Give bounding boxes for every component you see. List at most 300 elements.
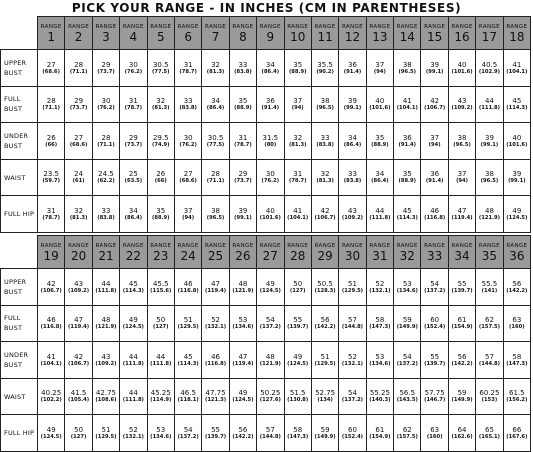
header-corner	[1, 236, 38, 269]
cm-value: (91.4)	[261, 105, 280, 112]
inch-value: 49	[46, 425, 56, 434]
inch-value: 54	[430, 279, 440, 288]
cm-value: (106.7)	[68, 360, 90, 367]
range-word: RANGE	[150, 23, 172, 30]
measurement-cell	[476, 342, 503, 379]
cm-value: (99.1)	[234, 214, 252, 221]
measurement-cell	[257, 269, 284, 306]
inch-value: 52.75	[315, 389, 336, 398]
cm-value: (83.8)	[234, 68, 252, 75]
cm-value: (142.2)	[232, 433, 254, 440]
measurement-cell	[421, 378, 448, 415]
cm-value: (73.7)	[97, 68, 115, 75]
cm-value: (124.5)	[259, 287, 281, 294]
measurement-cell	[311, 415, 338, 452]
cm-value: (156.2)	[506, 397, 528, 404]
cm-value: (78.7)	[288, 178, 307, 185]
measurement-cell	[92, 159, 119, 196]
inch-value: 42	[430, 97, 440, 106]
range-number: 21	[98, 248, 114, 263]
range-number: 12	[344, 29, 361, 44]
table-row	[1, 342, 531, 379]
range-word: RANGE	[177, 23, 199, 30]
range-word: RANGE	[40, 242, 62, 249]
inch-value: 25	[128, 170, 138, 179]
measurement-cell	[38, 269, 65, 306]
range-word: RANGE	[122, 23, 144, 30]
range-word: RANGE	[314, 23, 336, 30]
inch-value: 43	[457, 97, 467, 106]
inch-value: 39	[512, 170, 522, 179]
measurement-cell	[92, 50, 119, 87]
cm-value: (66)	[154, 178, 167, 185]
measurement-cell	[421, 305, 448, 342]
table-row	[1, 86, 531, 123]
cm-value: (128.3)	[314, 287, 336, 294]
cm-value: (149.9)	[396, 324, 418, 331]
inch-value: 60.25	[479, 389, 500, 398]
measurement-cell	[38, 86, 65, 123]
measurement-label: FULL HIP	[1, 196, 38, 233]
cm-value: (157.5)	[396, 433, 418, 440]
cm-value: (86.4)	[371, 178, 389, 185]
cm-value: (114.3)	[396, 214, 418, 221]
inch-value: 30	[183, 133, 193, 142]
cm-value: (124.5)	[287, 360, 309, 367]
table-row	[1, 415, 531, 452]
cm-value: (127)	[289, 287, 306, 294]
cm-value: (81.3)	[69, 214, 88, 221]
inch-value: 54	[348, 389, 357, 398]
header-corner	[1, 17, 38, 50]
measurement-cell	[202, 305, 229, 342]
inch-value: 28	[74, 60, 84, 69]
measurement-cell	[257, 196, 284, 233]
range-word: RANGE	[396, 242, 418, 249]
measurement-cell	[394, 342, 421, 379]
inch-value: 26	[156, 170, 166, 179]
inch-value: 29	[238, 170, 248, 179]
cm-value: (152.4)	[424, 324, 446, 331]
measurement-cell	[284, 159, 311, 196]
cm-value: (88.9)	[234, 105, 252, 112]
measurement-cell	[65, 305, 92, 342]
measurement-cell	[311, 50, 338, 87]
cm-value: (83.8)	[179, 105, 197, 112]
range-header	[92, 236, 119, 269]
inch-value: 40	[265, 206, 275, 215]
measurement-cell	[394, 378, 421, 415]
measurement-cell	[476, 196, 503, 233]
cm-value: (137.2)	[424, 287, 446, 294]
measurement-cell	[339, 50, 366, 87]
cm-value: (127.6)	[259, 397, 281, 404]
range-header	[92, 17, 119, 50]
inch-value: 54	[183, 425, 193, 434]
inch-value: 62	[484, 316, 494, 325]
measurement-cell	[366, 196, 393, 233]
cm-value: (124.5)	[506, 214, 528, 221]
page-title: PICK YOUR RANGE - IN INCHES (CM IN PARENTHESES)	[71, 1, 462, 15]
measurement-cell	[366, 378, 393, 415]
measurement-cell	[339, 342, 366, 379]
cm-value: (81.3)	[316, 178, 334, 185]
cm-value: (59.7)	[42, 178, 60, 185]
cm-value: (109.2)	[68, 287, 90, 294]
range-number: 5	[156, 29, 165, 44]
measurement-cell	[257, 123, 284, 160]
measurement-label: WAIST	[1, 378, 38, 415]
measurement-cell	[339, 196, 366, 233]
inch-value: 56	[320, 316, 330, 325]
inch-value: 43	[348, 206, 357, 215]
cm-value: (154.9)	[451, 324, 473, 331]
measurement-cell	[257, 415, 284, 452]
range-word: RANGE	[478, 23, 500, 30]
cm-value: (141)	[481, 287, 498, 294]
inch-value: 56	[512, 279, 522, 288]
inch-value: 47	[238, 352, 248, 361]
inch-value: 33	[320, 133, 330, 142]
measurement-cell	[366, 50, 393, 87]
cm-value: (116.8)	[177, 287, 199, 294]
range-word: RANGE	[205, 23, 227, 30]
inch-value: 55	[293, 316, 303, 325]
cm-value: (86.4)	[261, 68, 280, 75]
inch-value: 37	[375, 60, 385, 69]
inch-value: 39	[238, 206, 248, 215]
cm-value: (129.5)	[314, 360, 336, 367]
measurement-cell	[448, 123, 475, 160]
inch-value: 61	[457, 316, 467, 325]
inch-value: 44	[375, 206, 385, 215]
range-header	[120, 236, 147, 269]
inch-value: 29	[101, 60, 111, 69]
range-word: RANGE	[232, 242, 254, 249]
range-number: 3	[102, 29, 110, 44]
table-row	[1, 269, 531, 306]
cm-value: (139.7)	[204, 433, 227, 440]
measurement-cell	[229, 305, 256, 342]
measurement-cell	[339, 415, 366, 452]
cm-value: (165.1)	[478, 433, 501, 440]
inch-value: 35	[375, 133, 385, 142]
inch-value: 42	[320, 206, 330, 215]
measurement-cell	[65, 415, 92, 452]
measurement-cell	[366, 269, 393, 306]
measurement-cell	[120, 415, 147, 452]
range-number: 1	[47, 29, 56, 44]
measurement-cell	[202, 50, 229, 87]
cm-value: (116.8)	[204, 360, 227, 367]
measurement-cell	[339, 378, 366, 415]
range-word: RANGE	[205, 242, 227, 249]
measurement-cell	[65, 342, 92, 379]
measurement-cell	[311, 342, 338, 379]
cm-value: (137.2)	[259, 324, 281, 331]
inch-value: 36	[402, 133, 412, 142]
cm-value: (111.8)	[122, 397, 144, 404]
cm-value: (153)	[481, 397, 498, 404]
inch-value: 45.5	[152, 279, 169, 288]
range-number: 6	[184, 29, 192, 44]
cm-value: (99.1)	[343, 105, 362, 112]
cm-value: (119.4)	[232, 360, 254, 367]
measurement-cell	[65, 378, 92, 415]
measurement-cell	[448, 342, 475, 379]
measurement-cell	[394, 50, 421, 87]
range-word: RANGE	[314, 242, 336, 249]
measurement-cell	[92, 305, 119, 342]
cm-value: (154.9)	[369, 433, 391, 440]
range-number: 29	[317, 248, 333, 263]
cm-value: (94)	[182, 214, 195, 221]
cm-value: (88.9)	[371, 141, 389, 148]
inch-value: 60	[430, 316, 440, 325]
cm-value: (68.6)	[69, 141, 88, 148]
cm-value: (105.4)	[68, 397, 90, 404]
inch-value: 52	[128, 425, 138, 434]
range-header	[284, 236, 311, 269]
measurement-cell	[202, 342, 229, 379]
cm-value: (68.6)	[42, 68, 60, 75]
cm-value: (139.7)	[287, 324, 309, 331]
measurement-cell	[476, 269, 503, 306]
inch-value: 31	[293, 170, 303, 179]
inch-value: 34	[265, 60, 275, 69]
range-word: RANGE	[150, 242, 172, 249]
range-number: 20	[70, 248, 87, 263]
inch-value: 39	[484, 133, 494, 142]
inch-value: 38	[457, 133, 467, 142]
measurement-cell	[65, 86, 92, 123]
cm-value: (139.7)	[424, 360, 446, 367]
inch-value: 44	[128, 352, 138, 361]
cm-value: (132.1)	[204, 324, 227, 331]
inch-value: 56	[457, 352, 467, 361]
inch-value: 34	[211, 97, 220, 106]
measurement-cell	[448, 415, 475, 452]
inch-value: 30.5	[152, 60, 169, 69]
cm-value: (127)	[152, 324, 169, 331]
measurement-cell	[448, 86, 475, 123]
inch-value: 55.25	[369, 389, 390, 398]
cm-value: (73.7)	[69, 105, 88, 112]
cm-value: (104.1)	[396, 105, 418, 112]
cm-value: (94)	[373, 68, 386, 75]
range-word: RANGE	[506, 23, 528, 30]
range-header	[38, 17, 65, 50]
cm-value: (111.8)	[369, 214, 391, 221]
range-header	[448, 17, 475, 50]
table-row	[1, 159, 531, 196]
cm-value: (160)	[426, 433, 443, 440]
cm-value: (78.7)	[124, 105, 143, 112]
header-row	[1, 236, 531, 269]
cm-value: (99.1)	[508, 178, 526, 185]
cm-value: (129.5)	[95, 433, 117, 440]
inch-value: 36	[430, 170, 440, 179]
cm-value: (66)	[45, 141, 58, 148]
range-header	[174, 17, 201, 50]
cm-value: (83.8)	[343, 178, 362, 185]
inch-value: 35	[293, 60, 303, 69]
inch-value: 55	[457, 279, 467, 288]
cm-value: (144.8)	[341, 324, 364, 331]
range-word: RANGE	[259, 23, 281, 30]
inch-value: 43	[101, 352, 111, 361]
inch-value: 52	[375, 279, 385, 288]
measurement-cell	[38, 342, 65, 379]
measurement-cell	[92, 342, 119, 379]
inch-value: 30.5	[207, 133, 224, 142]
inch-value: 36	[265, 97, 275, 106]
inch-value: 62	[402, 425, 412, 434]
measurement-cell	[366, 86, 393, 123]
cm-value: (134)	[317, 397, 333, 404]
measurement-cell	[174, 378, 201, 415]
measurement-cell	[339, 86, 366, 123]
inch-value: 60	[348, 425, 357, 434]
measurement-label: UNDER BUST	[1, 342, 38, 379]
cm-value: (102.9)	[478, 68, 501, 75]
measurement-cell	[448, 378, 475, 415]
measurement-cell	[202, 269, 229, 306]
cm-value: (71.1)	[69, 68, 88, 75]
inch-value: 48	[238, 279, 248, 288]
cm-value: (146.7)	[424, 397, 446, 404]
measurement-cell	[229, 342, 256, 379]
inch-value: 38	[484, 170, 494, 179]
measurement-cell	[65, 269, 92, 306]
inch-value: 47	[457, 206, 467, 215]
cm-value: (118.1)	[177, 397, 199, 404]
range-number: 4	[129, 29, 138, 44]
inch-value: 46	[211, 352, 220, 361]
measurement-cell	[311, 378, 338, 415]
measurement-cell	[92, 415, 119, 452]
size-range-table-19-36	[0, 235, 531, 452]
inch-value: 51	[183, 316, 193, 325]
measurement-cell	[503, 378, 530, 415]
range-header	[448, 236, 475, 269]
measurement-cell	[366, 415, 393, 452]
measurement-cell	[174, 269, 201, 306]
range-word: RANGE	[232, 23, 254, 30]
inch-value: 52	[211, 316, 220, 325]
measurement-cell	[147, 50, 174, 87]
range-number: 7	[211, 29, 220, 44]
range-header	[503, 236, 530, 269]
range-header	[421, 236, 448, 269]
cm-value: (149.9)	[451, 397, 473, 404]
cm-value: (78.7)	[179, 68, 197, 75]
range-word: RANGE	[287, 23, 309, 30]
measurement-cell	[120, 269, 147, 306]
range-number: 13	[372, 29, 388, 44]
cm-value: (137.2)	[396, 360, 418, 367]
inch-value: 59	[320, 425, 330, 434]
inch-value: 38	[320, 97, 330, 106]
inch-value: 33	[348, 170, 357, 179]
inch-value: 24.5	[98, 170, 114, 179]
size-range-table-1-18	[0, 16, 531, 233]
measurement-cell	[38, 415, 65, 452]
inch-value: 29	[128, 133, 138, 142]
measurement-cell	[339, 305, 366, 342]
measurement-cell	[257, 342, 284, 379]
cm-value: (83.8)	[97, 214, 115, 221]
measurement-cell	[366, 342, 393, 379]
measurement-cell	[284, 305, 311, 342]
measurement-cell	[311, 86, 338, 123]
inch-value: 55.5	[481, 279, 498, 288]
range-header	[311, 17, 338, 50]
cm-value: (71.1)	[206, 178, 225, 185]
inch-value: 45	[512, 97, 522, 106]
cm-value: (104.1)	[40, 360, 62, 367]
range-header	[229, 17, 256, 50]
cm-value: (101.6)	[506, 141, 528, 148]
measurement-cell	[92, 86, 119, 123]
range-word: RANGE	[259, 242, 281, 249]
measurement-cell	[229, 415, 256, 452]
inch-value: 44	[156, 352, 166, 361]
range-header	[147, 17, 174, 50]
cm-value: (111.8)	[478, 105, 501, 112]
range-header	[147, 236, 174, 269]
inch-value: 65	[484, 425, 494, 434]
range-number: 14	[399, 29, 415, 44]
range-number: 18	[509, 29, 525, 44]
range-word: RANGE	[341, 242, 364, 249]
measurement-cell	[202, 86, 229, 123]
measurement-cell	[120, 86, 147, 123]
inch-value: 55	[430, 352, 440, 361]
cm-value: (119.4)	[68, 324, 90, 331]
cm-value: (121.9)	[478, 214, 501, 221]
cm-value: (86.4)	[124, 214, 143, 221]
cm-value: (68.6)	[179, 178, 197, 185]
cm-value: (88.9)	[398, 178, 417, 185]
range-header	[311, 236, 338, 269]
cm-value: (114.3)	[506, 105, 528, 112]
cm-value: (81.3)	[151, 105, 170, 112]
inch-value: 49	[238, 389, 248, 398]
measurement-cell	[503, 123, 530, 160]
cm-value: (62.2)	[97, 178, 115, 185]
range-header	[503, 17, 530, 50]
cm-value: (116.8)	[40, 324, 62, 331]
measurement-cell	[202, 415, 229, 452]
cm-value: (96.5)	[206, 214, 225, 221]
measurement-label: FULL BUST	[1, 305, 38, 342]
measurement-cell	[120, 123, 147, 160]
measurement-cell	[147, 415, 174, 452]
inch-value: 37	[293, 97, 303, 106]
range-header	[366, 17, 393, 50]
inch-value: 31.5	[262, 133, 279, 142]
cm-value: (132.1)	[341, 360, 364, 367]
inch-value: 41	[512, 60, 522, 69]
measurement-cell	[366, 305, 393, 342]
cm-value: (101.6)	[369, 105, 391, 112]
inch-value: 35.5	[317, 60, 333, 69]
range-word: RANGE	[451, 242, 473, 249]
measurement-cell	[257, 378, 284, 415]
range-word: RANGE	[424, 242, 446, 249]
inch-value: 66	[512, 425, 522, 434]
